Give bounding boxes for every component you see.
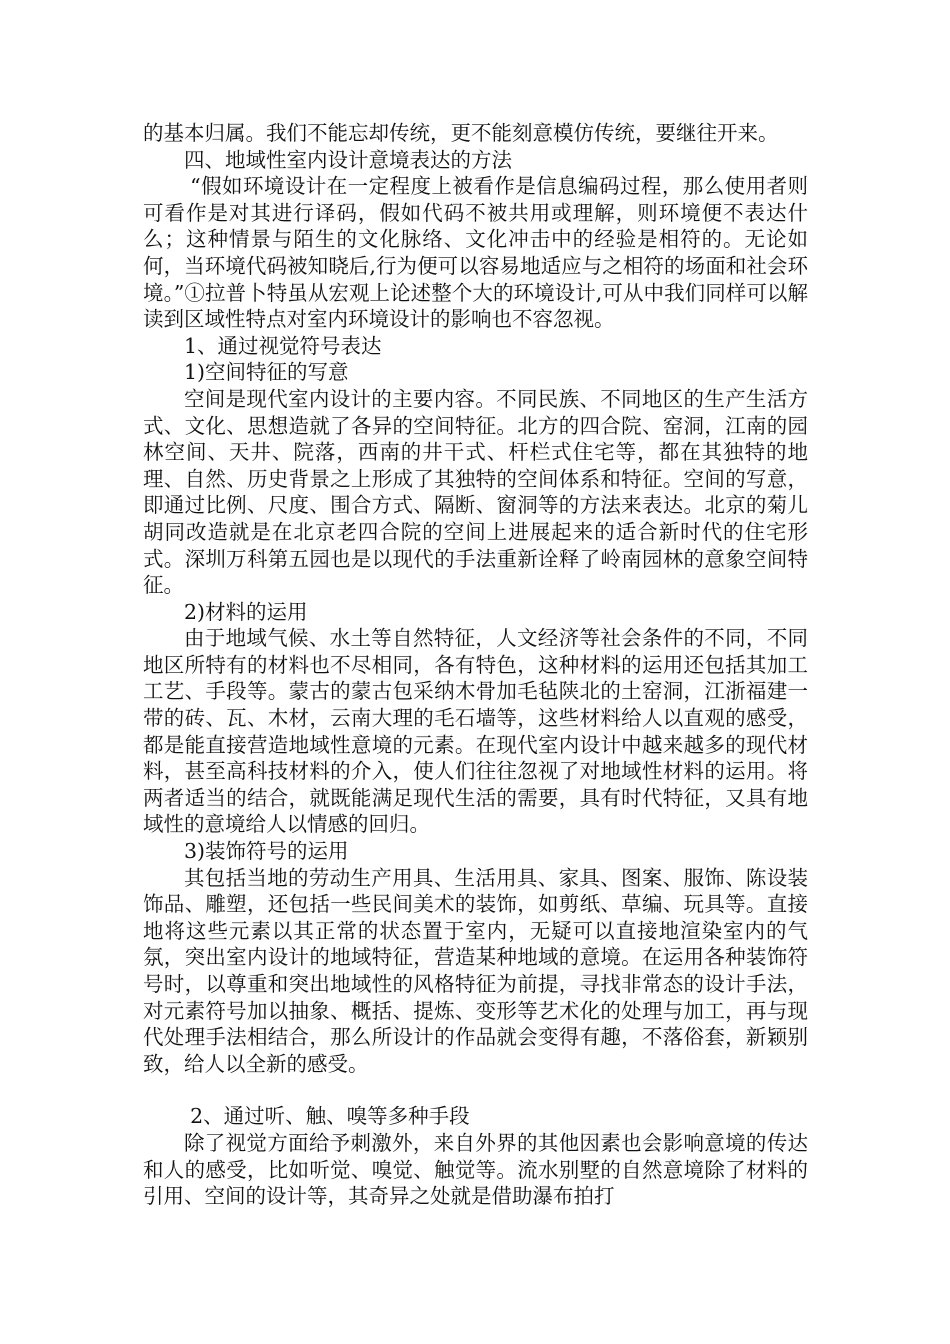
document-body (143, 120, 808, 1210)
paragraph: 其包括当地的劳动生产用具、生活用具、家具、图案、服饰、陈设装饰品、雕塑，还包括一些民间美术的装饰，如剪纸、草编、玩具等。直接地将这些元素以其正常的状态置于室内，无疑可以直接地渲染室内的气氛，突出室内设计的地域特征，营造某种地域的意境。在运用各种装饰符号时，以尊重和突出地域性的风格特征为前提，寻找非常态的设计手法，对元素符号加以抽象、概括、提炼、变形等艺术化的处理与加工，再与现代处理手法相结合，那么所设计的作品就会变得有趣，不落俗套，新颖别致，给人以全新的感受。 (143, 865, 808, 1076)
subsection-heading: 1、通过视觉符号表达 (184, 333, 382, 358)
subsection-heading: 3)装饰符号的运用 (184, 839, 349, 864)
paragraph: 由于地域气候、水土等自然特征，人文经济等社会条件的不同，不同地区所特有的材料也不尽相同，各有特色，这种材料的运用还包括其加工工艺、手段等。蒙古的蒙古包采纳木骨加毛毡陕北的土窑洞，江浙福建一带的砖、瓦、木材，云南大理的毛石墙等，这些材料给人以直观的感受，都是能直接营造地域性意境的元素。在现代室内设计中越来越多的现代材料，甚至高科技材料的介入，使人们往往忽视了对地域性材料的运用。将两者适当的结合，就既能满足现代生活的需要，具有时代特征，又具有地域性的意境给人以情感的回归。 (143, 626, 808, 837)
subsection-heading: 1)空间特征的写意 (184, 360, 349, 385)
section-heading: 四、地域性室内设计意境表达的方法 (184, 147, 512, 172)
paragraph: “假如环境设计在一定程度上被看作是信息编码过程，那么使用者则可看作是对其进行译码，假如代码不被共用或理解，则环境便不表达什么；这种情景与陌生的文化脉络、文化冲击中的经验是相符的。无论如何，当环境代码被知晓后,行为便可以容易地适应与之相符的场面和社会环境。”①拉普卜特虽从宏观上论述整个大的环境设计,可从中我们同样可以解读到区域性特点对室内环境设计的影响也不容忽视。 (143, 174, 808, 332)
paragraph: 的基本归属。我们不能忘却传统，更不能刻意模仿传统，要继往开来。 (143, 121, 779, 145)
paragraph: 除了视觉方面给予刺激外，来自外界的其他因素也会影响意境的传达和人的感受，比如听觉、嗅觉、触觉等。流水别墅的自然意境除了材料的引用、空间的设计等，其奇异之处就是借助瀑布拍打 (143, 1130, 808, 1209)
subsection-heading: 2、通过听、触、嗅等多种手段 (190, 1104, 470, 1129)
paragraph: 空间是现代室内设计的主要内容。不同民族、不同地区的生产生活方式、文化、思想造就了各异的空间特征。北方的四合院、窑洞，江南的园林空间、天井、院落，西南的井干式、杆栏式住宅等，都在其独特的地理、自然、历史背景之上形成了其独特的空间体系和特征。空间的写意，即通过比例、尺度、围合方式、隔断、窗洞等的方法来表达。北京的菊儿胡同改造就是在北京老四合院的空间上进展起来的适合新时代的住宅形式。深圳万科第五园也是以现代的手法重新诠释了岭南园林的意象空间特征。 (143, 386, 808, 598)
subsection-heading: 2)材料的运用 (184, 599, 308, 624)
